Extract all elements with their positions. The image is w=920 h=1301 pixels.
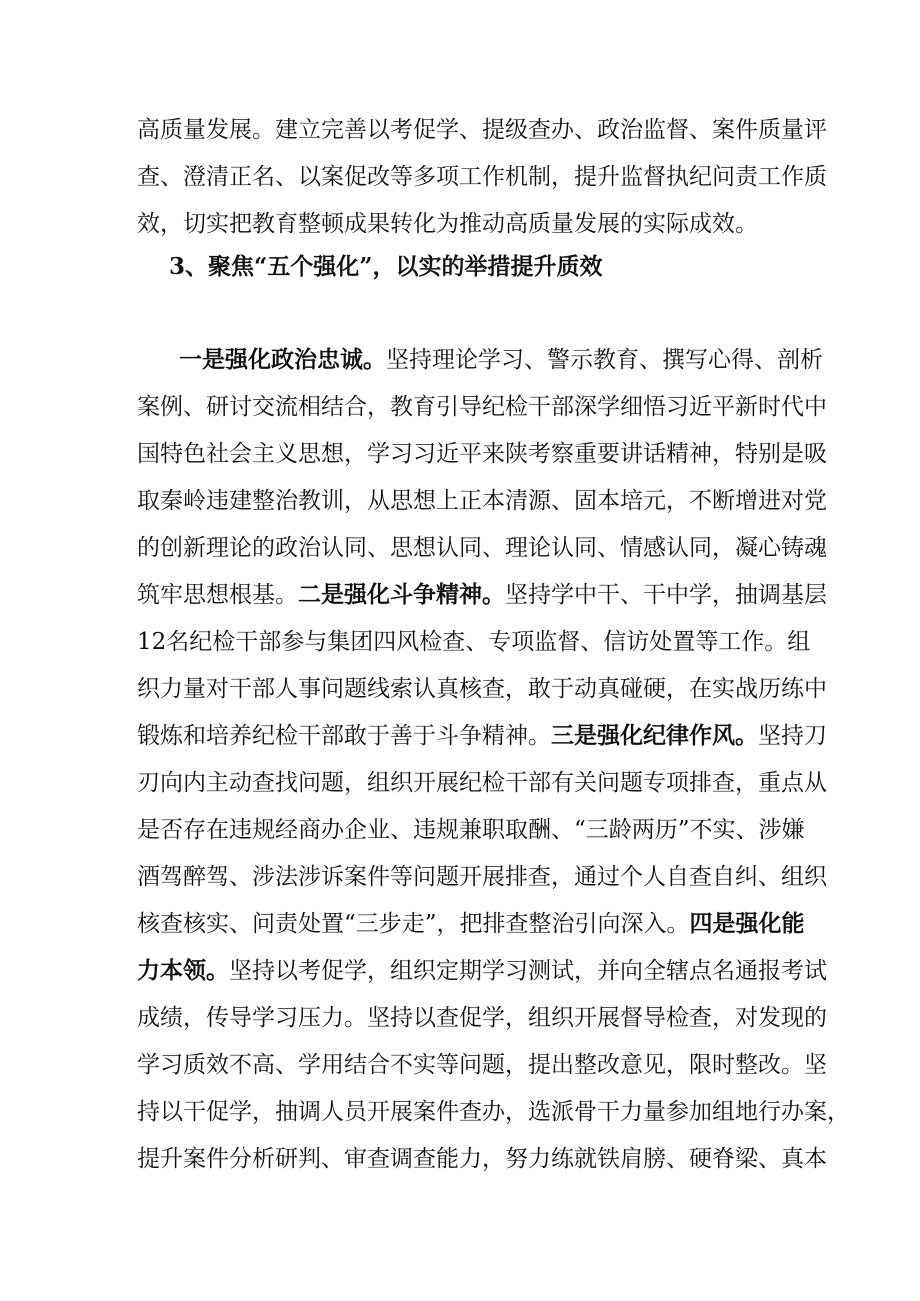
line-segment: 坚持刀 bbox=[758, 723, 827, 749]
paragraph-line bbox=[137, 909, 805, 939]
intro-line-2: 查、澄清正名、以案促改等多项工作机制，提升监督执纪问责工作质 bbox=[137, 164, 827, 190]
line-segment: 案例、研讨交流相结合，教育引导纪检干部深学细悟习近平新时代中 bbox=[137, 394, 827, 420]
line-segment: 坚持学中干、干中学，抽调基层 bbox=[505, 582, 827, 608]
line-segment: 织力量对干部人事问题线索认真核查，敢于动真碰硬，在实战历练中 bbox=[137, 676, 827, 702]
line-segment: 核查核实、问责处置“三步走”，把排查整治引向深入。 bbox=[137, 911, 690, 937]
line-segment: 四是强化能 bbox=[689, 910, 805, 937]
line-segment: 是否存在违规经商办企业、违规兼职取酬、“三龄两历”不实、涉嫌 bbox=[137, 817, 805, 843]
paragraph-line bbox=[137, 862, 827, 892]
line-segment: 12名纪检干部参与集团四风检查、专项监督、信访处置等工作。组 bbox=[137, 629, 811, 655]
paragraph-line bbox=[137, 674, 827, 704]
line-segment: 筑牢思想根基。 bbox=[137, 582, 298, 608]
line-segment: 坚持理论学习、警示教育、撰写心得、剖析 bbox=[386, 347, 823, 373]
line-segment: 取秦岭违建整治教训，从思想上正本清源、固本培元，不断增进对党 bbox=[137, 488, 827, 514]
line-segment: 锻炼和培养纪检干部敢于善于斗争精神。 bbox=[137, 723, 551, 749]
line-segment: 持以干促学，抽调人员开展案件查办，选派骨干力量参加组地行办案， bbox=[137, 1099, 850, 1125]
line-segment: 刃向内主动查找问题，组织开展纪检干部有关问题专项排查，重点从 bbox=[137, 770, 827, 796]
line-segment: 成绩，传导学习压力。坚持以查促学，组织开展督导检查，对发现的 bbox=[137, 1005, 827, 1031]
line-segment: 一是强化政治忠诚。 bbox=[179, 346, 386, 373]
line-segment: 的创新理论的政治认同、思想认同、理论认同、情感认同，凝心铸魂 bbox=[137, 535, 827, 561]
paragraph-line bbox=[137, 627, 811, 657]
paragraph-line bbox=[137, 1050, 827, 1080]
intro-line-3: 效，切实把教育整顿成果转化为推动高质量发展的实际成效。 bbox=[137, 211, 758, 237]
paragraph-line bbox=[137, 580, 827, 610]
intro-line-1: 高质量发展。建立完善以考促学、提级查办、政治监督、案件质量评 bbox=[137, 117, 827, 143]
line-segment: 三是强化纪律作风。 bbox=[551, 722, 758, 749]
paragraph-line bbox=[137, 721, 827, 751]
paragraph-line bbox=[137, 815, 805, 845]
line-segment: 二是强化斗争精神。 bbox=[298, 581, 505, 608]
paragraph-line bbox=[137, 768, 827, 798]
line-segment: 国特色社会主义思想，学习习近平来陕考察重要讲话精神，特别是吸 bbox=[137, 441, 827, 467]
line-segment: 学习质效不高、学用结合不实等问题，提出整改意见，限时整改。坚 bbox=[137, 1052, 827, 1078]
paragraph-line bbox=[137, 1003, 827, 1033]
section-heading: 3、聚焦“五个强化”，以实的举措提升质效 bbox=[169, 253, 603, 280]
paragraph-line bbox=[137, 533, 827, 563]
line-segment: 提升案件分析研判、审查调查能力，努力练就铁肩膀、硬脊梁、真本 bbox=[137, 1146, 827, 1172]
paragraph-line bbox=[137, 486, 827, 516]
paragraph-line bbox=[137, 956, 827, 986]
line-segment: 力本领。 bbox=[137, 957, 229, 984]
paragraph-line bbox=[137, 1144, 827, 1174]
line-segment: 坚持以考促学，组织定期学习测试，并向全辖点名通报考试 bbox=[229, 958, 827, 984]
paragraph-line bbox=[179, 345, 823, 375]
paragraph-line bbox=[137, 439, 827, 469]
paragraph-line bbox=[137, 392, 827, 422]
paragraph-line bbox=[137, 1097, 850, 1127]
line-segment: 酒驾醉驾、涉法涉诉案件等问题开展排查，通过个人自查自纠、组织 bbox=[137, 864, 827, 890]
